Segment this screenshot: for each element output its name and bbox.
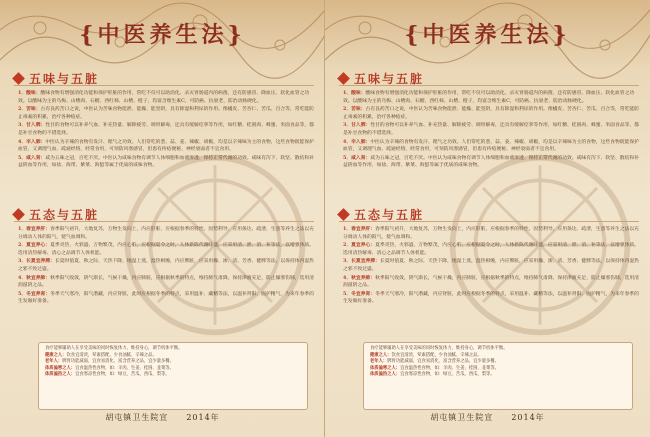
note-line: [45, 366, 301, 372]
note-text: 饮食宜清淡，荤素搭配，少食油腻、辛辣之品。: [391, 352, 482, 358]
section-five-flavors-header: [14, 70, 99, 86]
paragraph: [343, 122, 641, 137]
item-key: 5．冬宜养肾：: [18, 290, 51, 297]
diet-notes-box: [363, 342, 633, 410]
item-text: 夏季炎热，火邪盛，万物繁茂，内应心脏，应根据夏令之时，人体新陈代谢旺盛，应采用清、泄、消、补等法，以增强体质。选用清热解毒、清心之品调节人体机能。: [343, 243, 639, 256]
item-key: 1．酸味：: [18, 90, 41, 96]
paragraph: [18, 155, 316, 170]
paragraph: [18, 106, 316, 121]
paragraph: [18, 226, 316, 241]
item-text: 冬季天气寒冷，阳气潜藏，内应肾脏，此时应根据冬季的特点，采用温补、藏精等法，以温补肾阳、固护精气，为来年春季的生发做好准备。: [18, 291, 314, 305]
item-text: 长夏时值夏、秋之际，天热下降，地湿上蒸，湿热相缠，内应脾脏，应采用燥、渗、清、芳香、健脾等法，以保持体内湿热之邪不致过盛。: [343, 259, 639, 272]
note-line: [370, 366, 626, 372]
item-text: 秋季阳气收敛，阴气渐长，气候干燥，内应肺脏，应根据秋季的特点，维持肺气肃降，保持津液充足，防止燥邪伤肺，选用清润滋阴之品。: [18, 275, 314, 289]
item-key: 4．辛入肺：: [343, 138, 371, 145]
footer-year: 2014年: [186, 413, 220, 422]
item-key: 5．咸入肾：: [343, 154, 371, 161]
item-key: 4．秋宜养肺：: [18, 274, 51, 281]
paragraph: [18, 258, 316, 273]
five-flavors-body: [18, 90, 316, 171]
paragraph: [343, 275, 641, 290]
note-key: 老年人：: [45, 359, 63, 364]
paragraph: [18, 275, 316, 290]
note-key: 体质偏寒之人：: [45, 365, 76, 371]
item-key: 3．甘入脾：: [18, 122, 46, 129]
item-text: 咸为五味之冠，百吃不厌。中医认为咸味食物有调节人体细胞和血液渗透、保持正常代谢的功效。咸味有泻下、软坚、散结和补益阴血等作用，如盐、海带、紫菜、海蜇等属于优质的咸味食物。: [343, 155, 639, 169]
item-key: 5．咸入肾：: [18, 154, 46, 161]
item-text: 冬季天气寒冷，阳气潜藏，内应肾脏，此时应根据冬季的特点，采用温补、藏精等法，以温补肾阳、固护精气，为来年春季的生发做好准备。: [343, 291, 639, 305]
item-key: 2．夏宜养心：: [343, 242, 376, 249]
footer-org: 胡屯镇卫生院宣: [430, 413, 494, 422]
five-seasons-body: [343, 226, 641, 307]
note-text: 宜食温热性食物，如：羊肉、生姜、桂圆、韭菜等。: [75, 365, 174, 371]
diamond-bullet-icon: [12, 208, 25, 221]
item-key: 2．苦味：: [18, 106, 41, 113]
note-line: [45, 359, 301, 365]
note-key: 老年人：: [370, 359, 388, 364]
five-flavors-body: [343, 90, 641, 171]
item-text: 性甘的食物可以补养气血、补充热量、解除疲劳、调胃解毒，还具有缓解痉挛等作用，如红糖、桂圆肉、蜂蜜、米面食品等，都是补甘食物的不错选择。: [343, 123, 639, 136]
diet-notes-box: [38, 342, 308, 410]
item-text: 酸味食物有增强消化功能和保护肝脏的作用，常吃不仅可以助消化、杀灭胃肠道内的病菌，还有防感冒、降血压、软化血管之功效。以酸味为主的乌梅、山楂肉、石榴、西红柿、山楂、橙子，均富含维生素C，可防癌、抗衰老、防治动脉硬化。: [343, 91, 635, 104]
paragraph: [18, 139, 316, 154]
item-key: 4．秋宜养肺：: [343, 274, 376, 281]
paragraph: [18, 90, 316, 105]
note-line: [45, 346, 301, 352]
note-text: 食疗能够辅助人在享受美味的同时恢复体力，维持身心，调节机体平衡。: [370, 346, 508, 351]
diamond-bullet-icon: [337, 208, 350, 221]
divider: [14, 85, 314, 86]
footer: [0, 412, 325, 423]
item-text: 咸为五味之冠，百吃不厌。中医认为咸味食物有调节人体细胞和血液渗透、保持正常代谢的功效。咸味有泻下、软坚、散结和补益阴血等作用，如盐、海带、紫菜、海蜇等属于优质的咸味食物。: [18, 155, 314, 169]
section-five-seasons-header: [339, 206, 424, 222]
section-five-seasons-header: [14, 206, 99, 222]
item-text: 古有良药苦口之说，中医认为苦味食物能泄、能燥、能坚阴，具有除湿和利尿的作用。像橘皮、苦杏仁、苦瓜、百合等，常吃能防止毒素的积累，治疗各种疮症。: [18, 107, 314, 120]
section-five-flavors-header: [339, 70, 424, 86]
divider: [339, 85, 639, 86]
item-text: 秋季阳气收敛，阴气渐长，气候干燥，内应肺脏，应根据秋季的特点，维持肺气肃降，保持津液充足，防止燥邪伤肺，选用清润滋阴之品。: [343, 275, 639, 289]
diamond-bullet-icon: [12, 72, 25, 85]
item-text: 春季阳气初升，大地复苏，万物生发向上，内应肝脏，应根据春季的特性，因势利导，应用条达、疏泄，生意等养生之法以充分调动人体的阳气，使气血调和。: [18, 227, 314, 240]
poster-panel-right: [325, 0, 650, 437]
item-text: 长夏时值夏、秋之际，天热下降，地湿上蒸，湿热相缠，内应脾脏，应采用燥、渗、清、芳香、健脾等法，以保持体内湿热之邪不致过盛。: [18, 259, 314, 272]
footer-year: 2014年: [511, 413, 545, 422]
footer: [325, 412, 650, 423]
item-key: 1．春宜养肝：: [18, 226, 51, 232]
paragraph: [18, 291, 316, 306]
note-key: 健康之人：: [370, 352, 392, 358]
paragraph: [343, 242, 641, 257]
item-key: 3．长夏宜养脾：: [18, 258, 55, 265]
section-five-flavors-title: 五味与五脏: [29, 71, 100, 86]
paragraph: [343, 90, 641, 105]
footer-org: 胡屯镇卫生院宣: [105, 413, 169, 422]
note-line: [45, 372, 301, 378]
paragraph: [343, 226, 641, 241]
note-key: 健康之人：: [45, 352, 67, 358]
item-key: 3．长夏宜养脾：: [343, 258, 380, 265]
item-key: 2．苦味：: [343, 106, 366, 113]
paragraph: [343, 291, 641, 306]
note-line: [370, 359, 626, 365]
paragraph: [343, 106, 641, 121]
diamond-bullet-icon: [337, 72, 350, 85]
poster-title: {中医养生法}: [404, 22, 571, 48]
item-key: 1．春宜养肝：: [343, 226, 376, 232]
paragraph: [343, 258, 641, 273]
note-text: 宜食温热性食物，如：羊肉、生姜、桂圆、韭菜等。: [400, 365, 499, 371]
item-text: 性甘的食物可以补养气血、补充热量、解除疲劳、调胃解毒，还具有缓解痉挛等作用，如红糖、桂圆肉、蜂蜜、米面食品等，都是补甘食物的不错选择。: [18, 123, 314, 136]
item-text: 中医认为辛辣的食物有发汗、理气之功效。人们常吃的葱、蒜、姜、辣椒、胡椒，均是以辛辣味为主的食物，这些食物既能保护血管，又调理气血、疏通经络，经常食用，可预防风寒感冒，但患有痔疮便秘、神经衰弱者不宜食用。: [18, 139, 314, 153]
item-key: 5．冬宜养肾：: [343, 290, 376, 297]
item-key: 1．酸味：: [343, 90, 366, 96]
poster-title: {中医养生法}: [79, 22, 246, 48]
item-text: 夏季炎热，火邪盛，万物繁茂，内应心脏，应根据夏令之时，人体新陈代谢旺盛，应采用清、泄、消、补等法，以增强体质。选用清热解毒、清心之品调节人体机能。: [18, 243, 314, 256]
item-text: 酸味食物有增强消化功能和保护肝脏的作用，常吃不仅可以助消化、杀灭胃肠道内的病菌，还有防感冒、降血压、软化血管之功效。以酸味为主的乌梅、山楂肉、石榴、西红柿、山楂、橙子，均富含维生素C，可防癌、抗衰老、防治动脉硬化。: [18, 91, 310, 104]
item-text: 古有良药苦口之说，中医认为苦味食物能泄、能燥、能坚阴，具有除湿和利尿的作用。像橘皮、苦杏仁、苦瓜、百合等，常吃能防止毒素的积累，治疗各种疮症。: [343, 107, 639, 120]
note-text: 脾胃功能减弱，宜食易消化、富含营养之品，宜少量多餐。: [387, 359, 499, 364]
note-text: 饮食宜清淡，荤素搭配，少食油腻、辛辣之品。: [66, 352, 157, 358]
section-five-seasons-title: 五态与五脏: [354, 207, 425, 222]
item-key: 4．辛入肺：: [18, 138, 46, 145]
paragraph: [343, 155, 641, 170]
note-text: 脾胃功能减弱，宜食易消化、富含营养之品，宜少量多餐。: [62, 359, 174, 364]
paragraph: [18, 242, 316, 257]
note-text: 宜食寒凉性食物，如：绿豆、苦瓜、西瓜、梨等。: [400, 372, 495, 377]
item-key: 3．甘入脾：: [343, 122, 371, 129]
item-text: 春季阳气初升，大地复苏，万物生发向上，内应肝脏，应根据春季的特性，因势利导，应用条达、疏泄，生意等养生之法以充分调动人体的阳气，使气血调和。: [343, 227, 639, 240]
divider: [14, 221, 314, 222]
note-text: 食疗能够辅助人在享受美味的同时恢复体力，维持身心，调节机体平衡。: [45, 346, 183, 351]
section-five-seasons-title: 五态与五脏: [29, 207, 100, 222]
note-line: [370, 353, 626, 359]
note-line: [370, 346, 626, 352]
item-key: 2．夏宜养心：: [18, 242, 51, 249]
note-key: 体质偏热之人：: [370, 372, 401, 377]
note-key: 体质偏热之人：: [45, 372, 76, 377]
divider: [339, 221, 639, 222]
note-key: 体质偏寒之人：: [370, 365, 401, 371]
item-text: 中医认为辛辣的食物有发汗、理气之功效。人们常吃的葱、蒜、姜、辣椒、胡椒，均是以辛辣味为主的食物，这些食物既能保护血管，又调理气血、疏通经络，经常食用，可预防风寒感冒，但患有痔疮便秘、神经衰弱者不宜食用。: [343, 139, 639, 153]
note-text: 宜食寒凉性食物，如：绿豆、苦瓜、西瓜、梨等。: [75, 372, 170, 377]
five-seasons-body: [18, 226, 316, 307]
section-five-flavors-title: 五味与五脏: [354, 71, 425, 86]
note-line: [45, 353, 301, 359]
note-line: [370, 372, 626, 378]
paragraph: [18, 122, 316, 137]
paragraph: [343, 139, 641, 154]
